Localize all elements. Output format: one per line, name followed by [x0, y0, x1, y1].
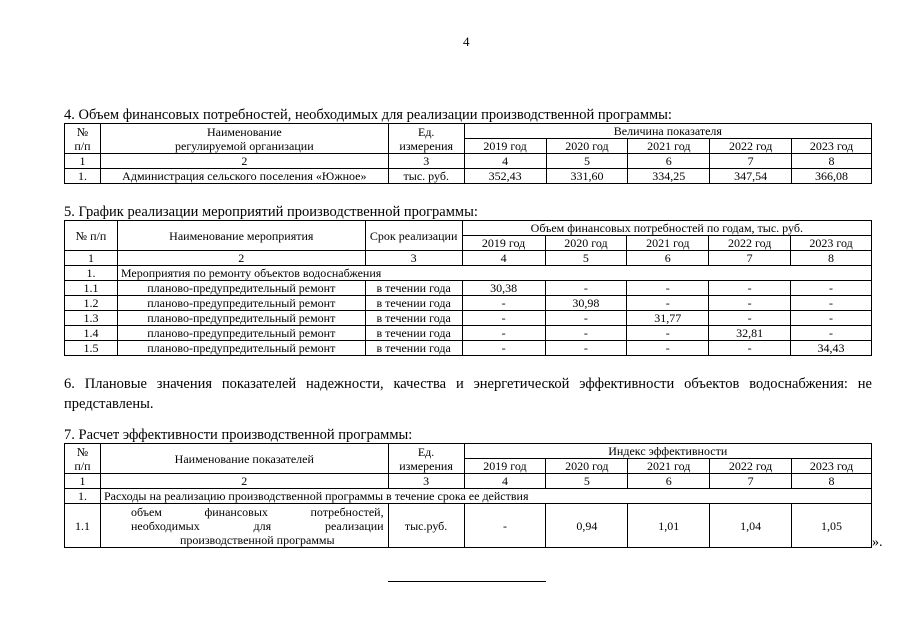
page-number: 4 — [463, 34, 470, 49]
value-cell: 32,81 — [709, 326, 791, 341]
year-header: 2019 год — [462, 236, 545, 251]
header-activity: Наименование мероприятия — [117, 221, 365, 251]
term: в течении года — [365, 326, 462, 341]
table-row — [65, 281, 872, 296]
term: в течении года — [365, 296, 462, 311]
year-header: 2023 год — [791, 236, 872, 251]
header-org-line1: Наименование — [206, 124, 282, 139]
group-row — [65, 266, 872, 281]
efficiency-table — [64, 443, 872, 548]
term: в течении года — [365, 341, 462, 356]
header-org-line2: регулируемой организации — [175, 138, 314, 153]
column-number: 4 — [464, 474, 546, 489]
year-header: 2019 год — [464, 459, 546, 474]
value-cell: 1,01 — [628, 504, 710, 548]
value-cell: 334,25 — [628, 169, 710, 184]
financial-needs-table — [64, 123, 872, 184]
value-cell: - — [709, 296, 791, 311]
table-row — [65, 341, 872, 356]
column-number: 8 — [791, 251, 872, 266]
year-header: 2021 год — [627, 236, 709, 251]
value-cell: - — [627, 341, 709, 356]
column-number: 7 — [709, 251, 791, 266]
value-cell: - — [791, 296, 872, 311]
closing-quote: ». — [872, 535, 883, 550]
column-number: 6 — [628, 474, 710, 489]
header-org-name — [100, 124, 388, 154]
header-no-line2: п/п — [74, 458, 91, 473]
unit: тыс. руб. — [388, 169, 464, 184]
value-cell: - — [791, 281, 872, 296]
value-cell: 30,38 — [462, 281, 545, 296]
header-indicator: Наименование показателей — [100, 444, 388, 474]
header-no-line1: № — [76, 444, 89, 459]
row-number: 1. — [65, 266, 118, 281]
table-row — [65, 504, 872, 548]
indicator-name — [100, 504, 388, 548]
signature-line — [388, 581, 546, 582]
year-header: 2020 год — [546, 459, 628, 474]
section-6-text: 6. Плановые значения показателей надежности, качества и энергетической эффективности объектов водоснабжения: не представлены. — [64, 376, 872, 412]
header-no: № п/п — [65, 221, 118, 251]
value-cell: 0,94 — [546, 504, 628, 548]
value-cell: - — [462, 311, 545, 326]
year-header: 2022 год — [710, 139, 792, 154]
column-number: 2 — [100, 154, 388, 169]
year-header: 2023 год — [792, 459, 872, 474]
value-cell: - — [627, 296, 709, 311]
group-row — [65, 489, 872, 504]
column-number: 5 — [545, 251, 627, 266]
column-number: 1 — [65, 154, 101, 169]
column-number: 3 — [388, 154, 464, 169]
org-name: Администрация сельского поселения «Южное» — [100, 169, 388, 184]
column-number: 1 — [65, 474, 101, 489]
column-number: 2 — [100, 474, 388, 489]
row-number: 1.5 — [65, 341, 118, 356]
indicator-line: объем финансовых потребностей, — [130, 504, 384, 519]
header-no-line1: № — [76, 124, 89, 139]
header-unit — [388, 124, 464, 154]
value-cell: - — [545, 281, 627, 296]
value-cell: - — [627, 281, 709, 296]
value-cell: 1,05 — [792, 504, 872, 548]
column-number: 4 — [464, 154, 546, 169]
section-7-title: 7. Расчет эффективности производственной программы: — [64, 427, 413, 443]
header-unit-line1: Ед. — [417, 444, 435, 459]
group-title: Расходы на реализацию производственной программы в течение срока ее действия — [100, 489, 871, 504]
header-value: Индекс эффективности — [464, 444, 871, 459]
activity-name: планово-предупредительный ремонт — [117, 326, 365, 341]
year-header: 2020 год — [545, 236, 627, 251]
value-cell: - — [464, 504, 546, 548]
value-cell: - — [462, 296, 545, 311]
value-cell: - — [462, 341, 545, 356]
year-header: 2021 год — [628, 459, 710, 474]
value-cell: 1,04 — [710, 504, 792, 548]
activity-name: планово-предупредительный ремонт — [117, 296, 365, 311]
header-unit-line2: измерения — [399, 458, 453, 473]
header-no — [65, 444, 101, 474]
value-cell: - — [545, 311, 627, 326]
activity-name: планово-предупредительный ремонт — [117, 341, 365, 356]
column-number: 8 — [792, 154, 872, 169]
year-header: 2021 год — [628, 139, 710, 154]
value-cell: - — [545, 326, 627, 341]
value-cell: 331,60 — [546, 169, 628, 184]
header-unit — [388, 444, 464, 474]
term: в течении года — [365, 311, 462, 326]
value-cell: - — [462, 326, 545, 341]
year-header: 2023 год — [792, 139, 872, 154]
value-cell: - — [709, 281, 791, 296]
table-row — [65, 296, 872, 311]
year-header: 2022 год — [710, 459, 792, 474]
value-cell: - — [791, 311, 872, 326]
value-cell: - — [627, 326, 709, 341]
column-number: 6 — [627, 251, 709, 266]
column-number: 3 — [388, 474, 464, 489]
row-number: 1. — [65, 169, 101, 184]
value-cell: 30,98 — [545, 296, 627, 311]
term: в течении года — [365, 281, 462, 296]
column-number: 5 — [546, 474, 628, 489]
value-cell: 352,43 — [464, 169, 546, 184]
indicator-line: производственной программы — [179, 532, 335, 547]
table-row — [65, 311, 872, 326]
row-number: 1.2 — [65, 296, 118, 311]
value-cell: 347,54 — [710, 169, 792, 184]
column-number: 1 — [65, 251, 118, 266]
value-cell: - — [709, 311, 791, 326]
row-number: 1.1 — [65, 281, 118, 296]
column-number: 2 — [117, 251, 365, 266]
group-title: Мероприятия по ремонту объектов водоснабжения — [117, 266, 871, 281]
column-number: 5 — [546, 154, 628, 169]
value-cell: - — [545, 341, 627, 356]
row-number: 1.4 — [65, 326, 118, 341]
row-number: 1.1 — [65, 504, 101, 548]
header-unit-line2: измерения — [399, 138, 454, 153]
unit: тыс.руб. — [388, 504, 464, 548]
column-number: 8 — [792, 474, 872, 489]
activity-name: планово-предупредительный ремонт — [117, 311, 365, 326]
header-value: Объем финансовых потребностей по годам, тыс. руб. — [462, 221, 871, 236]
indicator-line: необходимых для реализации — [130, 518, 384, 533]
year-header: 2022 год — [709, 236, 791, 251]
value-cell: 366,08 — [792, 169, 872, 184]
header-no-line2: п/п — [74, 138, 91, 153]
column-number: 3 — [365, 251, 462, 266]
section-5-title: 5. График реализации мероприятий производственной программы: — [64, 204, 478, 220]
table-row — [65, 326, 872, 341]
year-header: 2019 год — [464, 139, 546, 154]
column-number: 7 — [710, 154, 792, 169]
row-number: 1.3 — [65, 311, 118, 326]
row-number: 1. — [65, 489, 101, 504]
header-term: Срок реализации — [365, 221, 462, 251]
value-cell: 34,43 — [791, 341, 872, 356]
column-number: 6 — [628, 154, 710, 169]
activity-name: планово-предупредительный ремонт — [117, 281, 365, 296]
header-no — [65, 124, 101, 154]
year-header: 2020 год — [546, 139, 628, 154]
value-cell: 31,77 — [627, 311, 709, 326]
header-unit-line1: Ед. — [418, 124, 435, 139]
column-number: 7 — [710, 474, 792, 489]
table-row — [65, 169, 872, 184]
header-value: Величина показателя — [464, 124, 871, 139]
column-number: 4 — [462, 251, 545, 266]
value-cell: - — [791, 326, 872, 341]
value-cell: - — [709, 341, 791, 356]
section-4-title: 4. Объем финансовых потребностей, необходимых для реализации производственной программы: — [64, 107, 672, 123]
schedule-table — [64, 220, 872, 356]
